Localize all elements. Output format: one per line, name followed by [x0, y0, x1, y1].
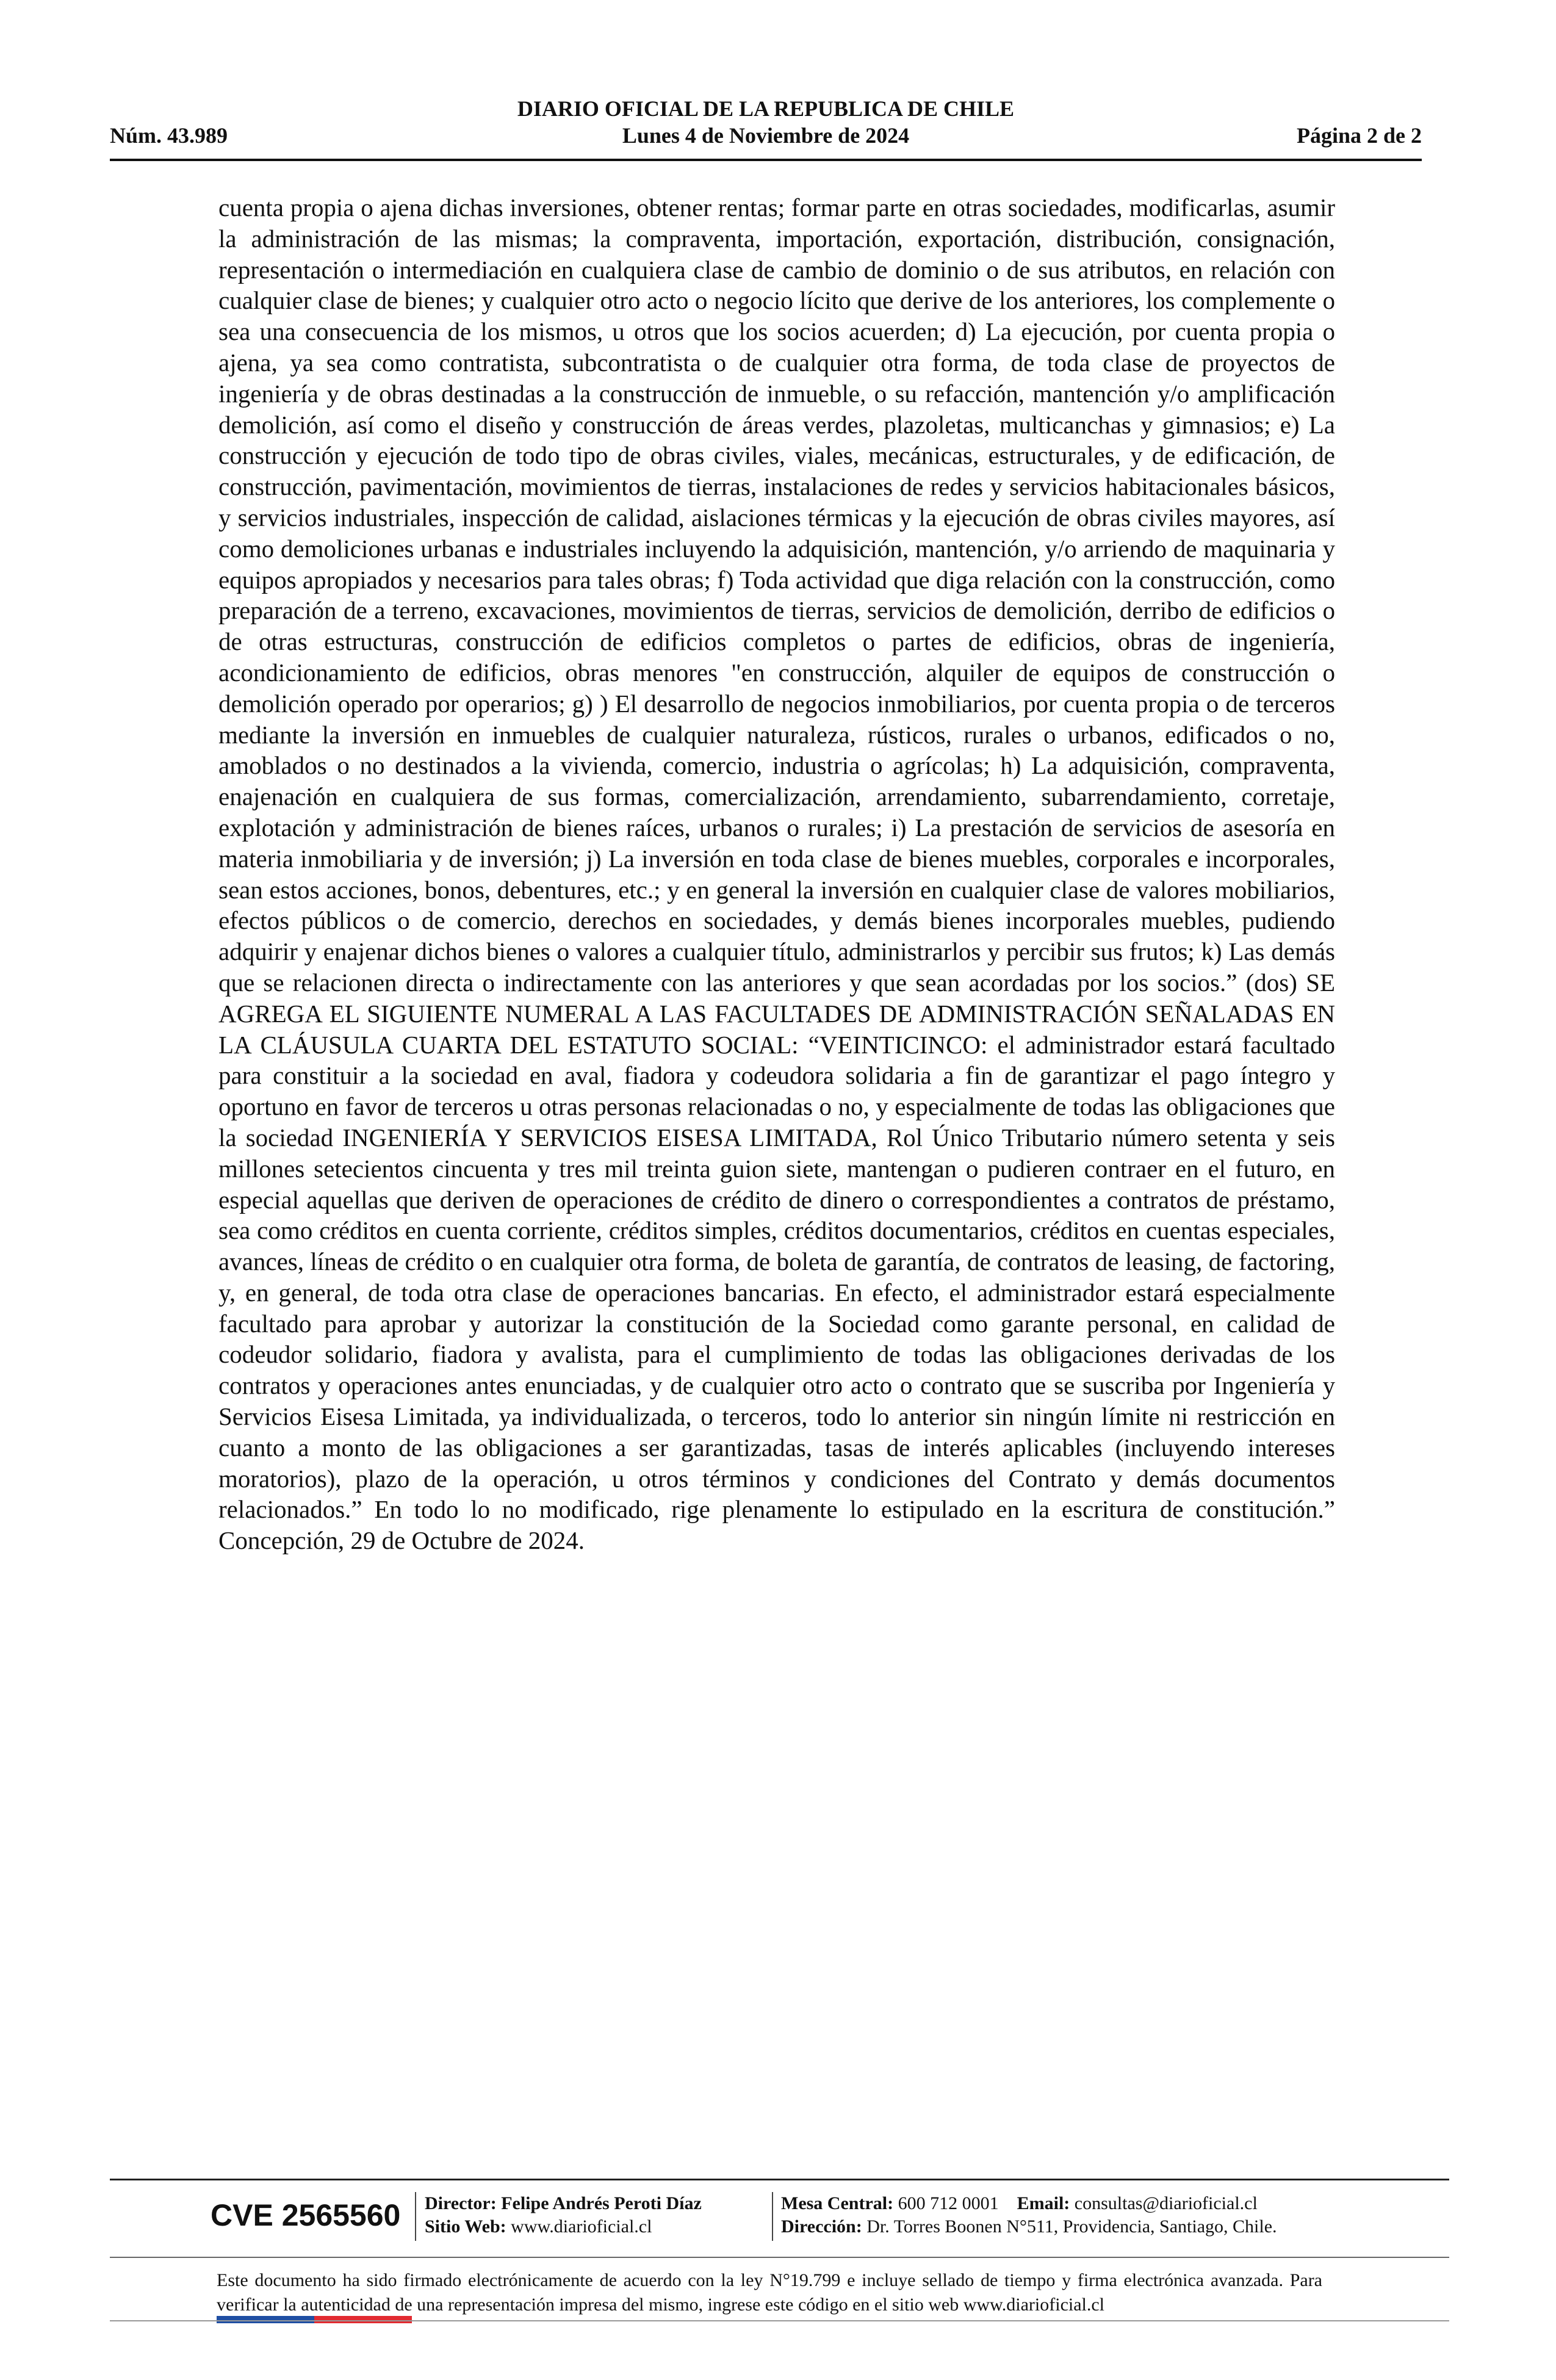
issue-number: Núm. 43.989	[110, 123, 228, 148]
footer-separator	[772, 2192, 773, 2241]
page-indicator: Página 2 de 2	[1296, 123, 1422, 148]
address-value: Dr. Torres Boonen N°511, Providencia, Santiago, Chile.	[866, 2216, 1277, 2237]
issue-date: Lunes 4 de Noviembre de 2024	[622, 123, 910, 148]
footer-bottom-divider	[110, 2320, 1449, 2321]
footer-contact-block	[781, 2192, 1277, 2238]
footer-director-block	[425, 2192, 702, 2238]
flag-blue-segment	[217, 2316, 314, 2323]
email-link[interactable]: consultas@diarioficial.cl	[1074, 2193, 1258, 2213]
website-label: Sitio Web:	[425, 2216, 506, 2237]
mesa-label: Mesa Central:	[781, 2193, 894, 2213]
website-line	[425, 2215, 702, 2238]
footer-top-divider	[110, 2179, 1449, 2180]
address-line	[781, 2215, 1277, 2238]
contact-line	[781, 2192, 1277, 2215]
cve-code: CVE 2565560	[211, 2198, 401, 2232]
address-label: Dirección:	[781, 2216, 862, 2237]
document-body: cuenta propia o ajena dichas inversiones, obtener rentas; formar parte en otras sociedades, modificarlas, asumir la administración de las mismas; la compraventa, importación, exportación, distribución, consignación, representación o intermediación en cualquiera clase de cambio de dominio o de sus atributos, en relación con cualquier clase de bienes; y cualquier otro acto o negocio lícito que derive de los anteriores, los complemente o sea una consecuencia de los mismos, u otros que los socios acuerden; d) La ejecución, por cuenta propia o ajena, ya sea como contratista, subcontratista o de cualquier otra forma, de toda clase de proyectos de ingeniería y de obras destinadas a la construcción de inmueble, o su refacción, mantención y/o amplificación demolición, así como el diseño y construcción de áreas verdes, plazoletas, multicanchas y gimnasios; e) La construcción y ejecución de todo tipo de obras civiles, viales, mecánicas, estructurales, y de edificación, de construcción, pavimentación, movimientos de tierras, instalaciones de redes y servicios habitacionales básicos, y servicios industriales, inspección de calidad, aislaciones térmicas y la ejecución de obras civiles mayores, así como demoliciones urbanas e industriales incluyendo la adquisición, mantención, y/o arriendo de maquinaria y equipos apropiados y necesarios para tales obras; f) Toda actividad que diga relación con la construcción, como preparación de a terreno, excavaciones, movimientos de tierras, servicios de demolición, derribo de edificios o de otras estructuras, construcción de edificios completos o partes de edificios, obras de ingeniería, acondicionamiento de edificios, obras menores "en construcción, alquiler de equipos de construcción o demolición operado por operarios; g) ) El desarrollo de negocios inmobiliarios, por cuenta propia o de terceros mediante la inversión en inmuebles de cualquier naturaleza, rústicos, rurales o urbanos, edificados o no, amoblados o no destinados a la vivienda, comercio, industria o agrícolas; h) La adquisición, compraventa, enajenación en cualquiera de sus formas, comercialización, arrendamiento, subarrendamiento, corretaje, explotación y administración de bienes raíces, urbanos o rurales; i) La prestación de servicios de asesoría en materia inmobiliaria y de inversión; j) La inversión en toda clase de bienes muebles, corporales e incorporales, sean estos acciones, bonos, debentures, etc.; y en general la inversión en cualquier clase de valores mobiliarios, efectos públicos o de comercio, derechos en sociedades, y demás bienes incorporales muebles, pudiendo adquirir y enajenar dichos bienes o valores a cualquier título, administrarlos y percibir sus frutos; k) Las demás que se relacionen directa o indirectamente con las anteriores y que sean acordadas por los socios.” (dos) SE AGREGA EL SIGUIENTE NUMERAL A LAS FACULTADES DE ADMINISTRACIÓN SEÑALADAS EN LA CLÁUSULA CUARTA DEL ESTATUTO SOCIAL: “VEINTICINCO: el administrador estará facultado para constituir a la sociedad en aval, fiadora y codeudora solidaria a fin de garantizar el pago íntegro y oportuno en favor de terceros u otras personas relacionadas o no, y especialmente de todas las obligaciones que la sociedad INGENIERÍA Y SERVICIOS EISESA LIMITADA, Rol Único Tributario número setenta y seis millones setecientos cincuenta y tres mil treinta guion siete, mantengan o pudieren contraer en el futuro, en especial aquellas que deriven de operaciones de crédito de dinero o correspondientes a contratos de préstamo, sea como créditos en cuenta corriente, créditos simples, créditos documentarios, créditos en cuentas especiales, avances, líneas de crédito o en cualquier otra forma, de boleta de garantía, de contratos de leasing, de factoring, y, en general, de toda otra clase de operaciones bancarias. En efecto, el administrador estará especialmente facultado para aprobar y autorizar la constitución de la Sociedad como garante personal, en calidad de codeudor solidario, fiadora y avalista, para el cumplimiento de todas las obligaciones derivadas de los contratos y operaciones antes enunciadas, y de cualquier otro acto o contrato que se suscriba por Ingeniería y Servicios Eisesa Limitada, ya individualizada, o terceros, todo lo anterior sin ningún límite ni restricción en cuanto a monto de las obligaciones a ser garantizadas, tasas de interés aplicables (incluyendo intereses moratorios), plazo de la operación, u otros términos y condiciones del Contrato y demás documentos relacionados.” En todo lo no modificado, rige plenamente lo estipulado en la escritura de constitución.” Concepción, 29 de Octubre de 2024.	[218, 193, 1335, 1555]
director-label: Director:	[425, 2193, 497, 2213]
electronic-signature-note: Este documento ha sido firmado electrónicamente de acuerdo con la ley N°19.799 e incluye sellado de tiempo y firma electrónica avanzada. Para verificar la autenticidad de una representación impresa del mismo, ingrese este código en el sitio web www.diarioficial.cl	[217, 2270, 1322, 2315]
email-label: Email:	[1017, 2193, 1070, 2213]
page-header	[110, 92, 1422, 161]
director-line	[425, 2192, 702, 2215]
director-name: Felipe Andrés Peroti Díaz	[501, 2193, 702, 2213]
flag-red-segment	[314, 2316, 412, 2323]
mesa-phone: 600 712 0001	[898, 2193, 999, 2213]
newspaper-title: DIARIO OFICIAL DE LA REPUBLICA DE CHILE	[517, 96, 1015, 121]
website-link[interactable]: www.diarioficial.cl	[511, 2216, 652, 2237]
chile-flag-bar	[217, 2316, 412, 2323]
footer-middle-divider	[110, 2257, 1449, 2258]
footer-separator	[415, 2192, 416, 2241]
